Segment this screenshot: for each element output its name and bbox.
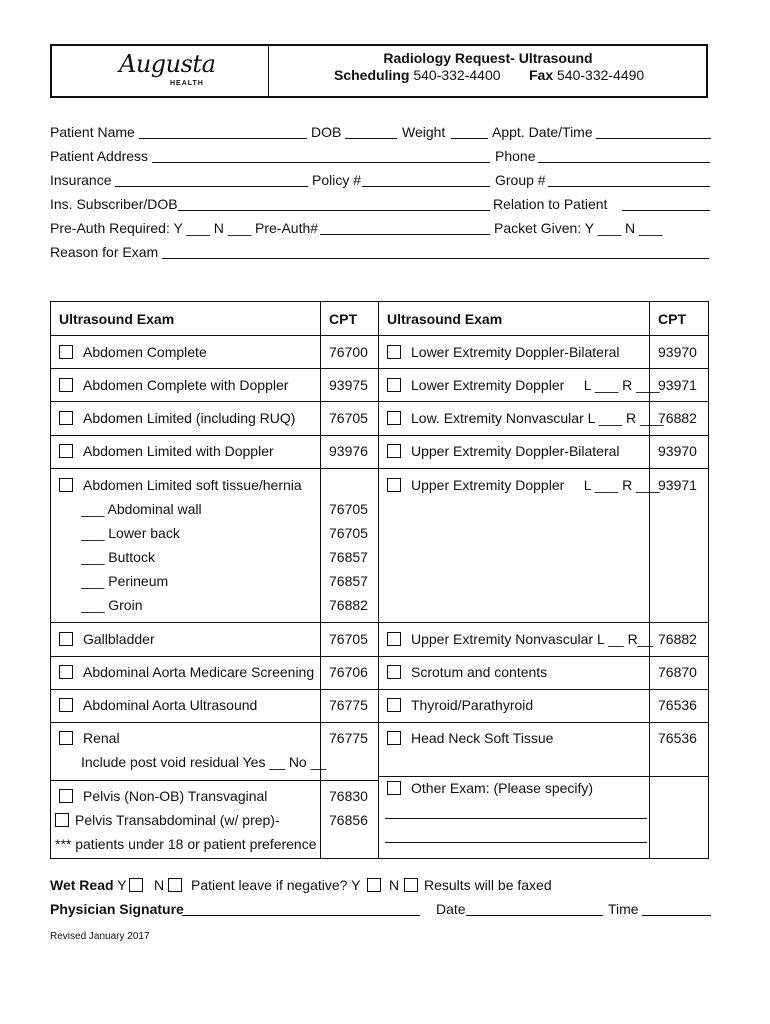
relation-label: Relation to Patient: [493, 196, 608, 212]
date-label: Date: [436, 901, 466, 917]
wet-read-no-label: N: [154, 877, 165, 893]
row-divider: [51, 622, 708, 623]
dob-field[interactable]: [345, 138, 397, 139]
fax-line: Fax 540-332-4490: [529, 67, 645, 83]
policy-field[interactable]: [362, 186, 490, 187]
patient-name-label: Patient Name: [50, 124, 135, 140]
checkbox[interactable]: [59, 632, 73, 646]
exam-ue-doppler[interactable]: Upper Extremity Doppler L ___ R ___: [387, 477, 660, 493]
checkbox[interactable]: [387, 345, 401, 359]
cpt-code: 76700: [329, 344, 368, 360]
checkbox[interactable]: [387, 632, 401, 646]
cpt-code: 76830: [329, 788, 368, 804]
group-field[interactable]: [548, 186, 710, 187]
exam-scrotum[interactable]: Scrotum and contents: [387, 664, 547, 680]
exam-table: [50, 301, 709, 859]
cpt-code: 76857: [329, 549, 368, 565]
checkbox[interactable]: [387, 698, 401, 712]
header-exam-right: Ultrasound Exam: [387, 311, 503, 327]
cpt-code: 76775: [329, 697, 368, 713]
row-divider: [51, 722, 708, 723]
preauth-required[interactable]: Pre-Auth Required: Y ___ N ___: [50, 220, 252, 236]
checkbox[interactable]: [387, 378, 401, 392]
col-divider: [320, 302, 321, 858]
cpt-code: 93971: [658, 477, 697, 493]
pelvis-note: *** patients under 18 or patient preference: [55, 836, 317, 852]
exam-pelvis-transvaginal[interactable]: Pelvis (Non-OB) Transvaginal: [59, 788, 267, 804]
sub-option-lower-back[interactable]: ___ Lower back: [81, 525, 180, 541]
patient-leave-yes-checkbox[interactable]: [367, 878, 381, 892]
cpt-code: 93970: [658, 443, 697, 459]
sub-option-abdominal-wall[interactable]: ___ Abdominal wall: [81, 501, 202, 517]
cpt-code: 76705: [329, 501, 368, 517]
exam-renal[interactable]: Renal: [59, 730, 120, 746]
exam-abdomen-limited[interactable]: Abdomen Limited (including RUQ): [59, 410, 295, 426]
exam-gallbladder[interactable]: Gallbladder: [59, 631, 155, 647]
cpt-code: 76856: [329, 812, 368, 828]
row-divider: [378, 776, 708, 777]
checkbox[interactable]: [59, 731, 73, 745]
physician-signature-label: Physician Signature: [50, 901, 184, 917]
checkbox[interactable]: [59, 411, 73, 425]
checkbox[interactable]: [55, 813, 69, 827]
row-divider: [51, 656, 708, 657]
other-exam-line[interactable]: [385, 842, 647, 843]
reason-field[interactable]: [162, 258, 709, 259]
time-field[interactable]: [642, 915, 711, 916]
header-exam-left: Ultrasound Exam: [59, 311, 175, 327]
exam-le-doppler-bilateral[interactable]: Lower Extremity Doppler-Bilateral: [387, 344, 620, 360]
checkbox[interactable]: [59, 698, 73, 712]
exam-aorta-ultrasound[interactable]: Abdominal Aorta Ultrasound: [59, 697, 257, 713]
exam-head-neck[interactable]: Head Neck Soft Tissue: [387, 730, 553, 746]
insurance-label: Insurance: [50, 172, 112, 188]
form-header: [50, 44, 708, 98]
appt-field[interactable]: [596, 138, 711, 139]
date-field[interactable]: [466, 915, 603, 916]
cpt-code: 76870: [658, 664, 697, 680]
insurance-field[interactable]: [115, 186, 308, 187]
cpt-code: 76775: [329, 730, 368, 746]
logo-subtitle: HEALTH: [170, 80, 204, 87]
patient-name-field[interactable]: [139, 138, 307, 139]
cpt-code: 76882: [658, 410, 697, 426]
reason-label: Reason for Exam: [50, 244, 159, 260]
weight-field[interactable]: [451, 138, 488, 139]
cpt-code: 76705: [329, 631, 368, 647]
col-divider: [378, 302, 379, 858]
row-divider: [51, 435, 708, 436]
sub-option-buttock[interactable]: ___ Buttock: [81, 549, 155, 565]
row-divider: [51, 780, 378, 781]
checkbox[interactable]: [59, 345, 73, 359]
weight-label: Weight: [402, 124, 446, 140]
exam-pelvis-transabdominal[interactable]: Pelvis Transabdominal (w/ prep)-: [55, 812, 280, 828]
wet-read: Wet Read Y: [50, 877, 127, 893]
checkbox[interactable]: [387, 444, 401, 458]
post-void-residual[interactable]: Include post void residual Yes __ No __: [81, 754, 327, 770]
checkbox[interactable]: [59, 789, 73, 803]
policy-label: Policy #: [312, 172, 362, 188]
logo: [52, 46, 269, 96]
exam-abdomen-soft-tissue[interactable]: Abdomen Limited soft tissue/hernia: [59, 477, 302, 493]
exam-other[interactable]: Other Exam: (Please specify): [387, 780, 593, 796]
revised-date: Revised January 2017: [50, 931, 150, 942]
exam-ue-doppler-bilateral[interactable]: Upper Extremity Doppler-Bilateral: [387, 443, 620, 459]
cpt-code: 76536: [658, 697, 697, 713]
exam-abdomen-complete[interactable]: Abdomen Complete: [59, 344, 207, 360]
cpt-code: 76705: [329, 525, 368, 541]
cpt-code: 93970: [658, 344, 697, 360]
header-cpt-right: CPT: [658, 311, 686, 327]
exam-abdomen-complete-doppler[interactable]: Abdomen Complete with Doppler: [59, 377, 288, 393]
exam-abdomen-limited-doppler[interactable]: Abdomen Limited with Doppler: [59, 443, 274, 459]
cpt-code: 76882: [329, 597, 368, 613]
cpt-code: 93975: [329, 377, 368, 393]
subscriber-label: Ins. Subscriber/DOB: [50, 196, 178, 212]
wet-read-yes-checkbox[interactable]: [129, 878, 143, 892]
phone-label: Phone: [495, 148, 536, 164]
physician-signature-field[interactable]: [182, 915, 420, 916]
address-label: Patient Address: [50, 148, 149, 164]
checkbox[interactable]: [387, 665, 401, 679]
exam-le-nonvascular[interactable]: Low. Extremity Nonvascular L ___ R ___: [387, 410, 663, 426]
patient-leave-no-checkbox[interactable]: [404, 878, 418, 892]
sub-option-groin[interactable]: ___ Groin: [81, 597, 143, 613]
address-field[interactable]: [152, 162, 490, 163]
preauth-number-label: Pre-Auth#: [255, 220, 319, 236]
group-label: Group #: [495, 172, 546, 188]
checkbox[interactable]: [387, 731, 401, 745]
other-exam-line[interactable]: [385, 818, 647, 819]
appt-label: Appt. Date/Time: [492, 124, 593, 140]
exam-ue-nonvascular[interactable]: Upper Extremity Nonvascular L __ R__: [387, 631, 653, 647]
checkbox[interactable]: [59, 478, 73, 492]
checkbox[interactable]: [387, 781, 401, 795]
sub-option-perineum[interactable]: ___ Perineum: [81, 573, 169, 589]
row-divider: [51, 689, 708, 690]
subscriber-field[interactable]: [178, 210, 490, 211]
row-divider: [51, 401, 708, 402]
cpt-code: 76706: [329, 664, 368, 680]
exam-le-doppler[interactable]: Lower Extremity Doppler L ___ R ___: [387, 377, 660, 393]
form-title: Radiology Request- Ultrasound: [383, 50, 593, 66]
cpt-code: 76882: [658, 631, 697, 647]
packet-given[interactable]: Packet Given: Y ___ N ___: [494, 220, 663, 236]
cpt-code: 76857: [329, 573, 368, 589]
row-divider: [51, 468, 708, 469]
row-divider: [51, 335, 708, 336]
patient-leave-label: Patient leave if negative? Y: [191, 877, 361, 893]
checkbox[interactable]: [59, 378, 73, 392]
cpt-code: 76536: [658, 730, 697, 746]
dob-label: DOB: [311, 124, 342, 140]
logo-script: Augusta: [119, 50, 216, 78]
cpt-code: 93976: [329, 443, 368, 459]
cpt-code: 93971: [658, 377, 697, 393]
preauth-number-field[interactable]: [320, 234, 490, 235]
exam-aorta-medicare[interactable]: Abdominal Aorta Medicare Screening: [59, 664, 314, 680]
checkbox[interactable]: [59, 665, 73, 679]
checkbox[interactable]: [59, 444, 73, 458]
checkbox[interactable]: [387, 411, 401, 425]
results-faxed-label: Results will be faxed: [424, 877, 552, 893]
relation-field[interactable]: [622, 210, 710, 211]
exam-thyroid[interactable]: Thyroid/Parathyroid: [387, 697, 533, 713]
checkbox[interactable]: [387, 478, 401, 492]
phone-field[interactable]: [538, 162, 710, 163]
wet-read-no-checkbox[interactable]: [168, 878, 182, 892]
cpt-code: 76705: [329, 410, 368, 426]
patient-leave-no-label: N: [389, 877, 400, 893]
row-divider: [51, 368, 708, 369]
scheduling-line: Scheduling 540-332-4400: [334, 67, 501, 83]
time-label: Time: [608, 901, 639, 917]
header-cpt-left: CPT: [329, 311, 357, 327]
